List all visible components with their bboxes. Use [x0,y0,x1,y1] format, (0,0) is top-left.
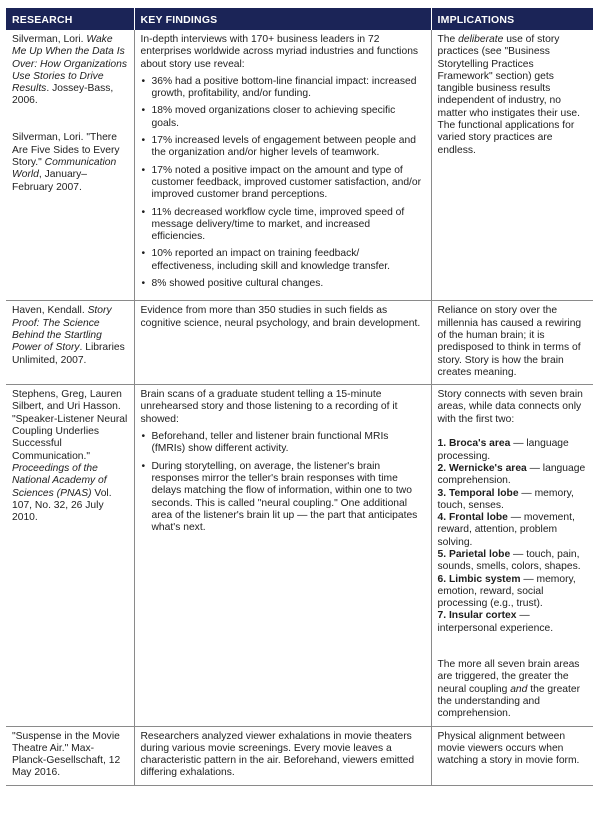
brain-area: 5. Parietal lobe — touch, pain, sounds, smells, colors, shapes. [437,548,581,573]
brain-area: 7. Insular cortex — interpersonal experience. [437,610,554,634]
brain-area: 1. Broca's area — language processing. [437,438,569,462]
header-findings: KEY FINDINGS [134,8,431,30]
research-table [6,8,593,786]
brain-area: 4. Frontal lobe — movement, reward, attention, problem solving. [437,512,575,548]
implications-cell: Reliance on story over the millennia has caused a rewiring of the human brain; it is predisposed to think in terms of story. Story is how the brain creates meaning. [431,301,593,385]
implications-cell: The deliberate use of story practices (see "Business Storytelling Practices Framework" section) gets tangible business results independent of industry, no matter who instigates their use. The functional applications for varied story practices are endless. [431,30,593,301]
findings-cell: Evidence from more than 350 studies in such fields as cognitive science, neural psychology, and brain development. [134,301,431,385]
implications-conclusion: The more all seven brain areas are triggered, the greater the neural coupling and the greater the understanding and comprehension. [437,659,581,720]
implications-cell: Physical alignment between movie viewers occurs when watching a story in movie form. [431,726,593,785]
research-cell: Stephens, Greg, Lauren Silbert, and Uri Hasson. "Speaker-Listener Neural Coupling Underlies Successful Communication." Proceedings of the National Academy of Sciences (PNAS) Vol. 107, No. 32, 26 July 2010. [6,385,134,726]
research-cell: Haven, Kendall. Story Proof: The Science Behind the Startling Power of Story. Libraries Unlimited, 2007. [6,301,134,385]
list-item: • 8% showed positive cultural changes. [141,278,425,290]
list-item: • 36% had a positive bottom-line financial impact: increased growth, profitability, and/or funding. [141,76,425,101]
list-item: • 17% increased levels of engagement between people and the organization and/or higher levels of teamwork. [141,135,425,160]
table-row [6,301,593,385]
header-research: RESEARCH [6,8,134,30]
findings-list [141,431,425,534]
findings-intro: In-depth interviews with 170+ business leaders in 72 enterprises worldwide across myriad industries and functions about story use reveal: [140,34,419,70]
list-item: • 11% decreased workflow cycle time, improved speed of message delivery/time to market, and increased efficiencies. [141,207,425,244]
implications-intro: Story connects with seven brain areas, while data connects only with the first two: [437,389,583,425]
brain-area: 6. Limbic system — memory, emotion, reward, social processing (e.g., trust). [437,573,576,610]
header-row [6,8,593,30]
table-row [6,726,593,785]
findings-cell: Researchers analyzed viewer exhalations in movie theaters during various movie screenings. Every movie leaves a characteristic pattern in the air. Beforehand, viewers emitted differing exhalations. [134,726,431,785]
list-item: • 18% moved organizations closer to achieving specific goals. [141,105,425,130]
header-implications: IMPLICATIONS [431,8,593,30]
findings-intro: Brain scans of a graduate student telling a 15-minute unrehearsed story and those listening to a recording of it showed: [140,389,398,425]
findings-cell [134,30,431,301]
table-row [6,30,593,301]
list-item: • Beforehand, teller and listener brain functional MRIs (fMRIs) show different activity. [141,431,425,456]
findings-list [141,76,425,290]
brain-area: 2. Wernicke's area — language comprehension. [437,462,586,487]
citation: Silverman, Lori. "There Are Five Sides to Every Story." Communication World, January–February 2007. [12,132,120,193]
research-cell: "Suspense in the Movie Theatre Air." Max-Planck-Gesellschaft, 12 May 2016. [6,726,134,785]
list-item: • 10% reported an impact on training feedback/ effectiveness, including skill and knowledge transfer. [141,248,425,273]
list-item: • During storytelling, on average, the listener's brain responses mirror the teller's brain responses with time delays matching the flow of information, within one to two seconds. This is called "neural coupling." One additional area of the listener's brain lit up — the part that anticipates what's next. [141,461,425,535]
table-row [6,385,593,726]
findings-cell [134,385,431,726]
implications-cell [431,385,593,726]
brain-area: 3. Temporal lobe — memory, touch, senses. [437,487,574,511]
citation: Silverman, Lori. Wake Me Up When the Data Is Over: How Organizations Use Stories to Drive Results. Jossey-Bass, 2006. [12,34,128,107]
list-item: • 17% noted a positive impact on the amount and type of customer feedback, improved customer satisfaction, and/or improved customer brand perceptions. [141,165,425,202]
research-cell [6,30,134,301]
